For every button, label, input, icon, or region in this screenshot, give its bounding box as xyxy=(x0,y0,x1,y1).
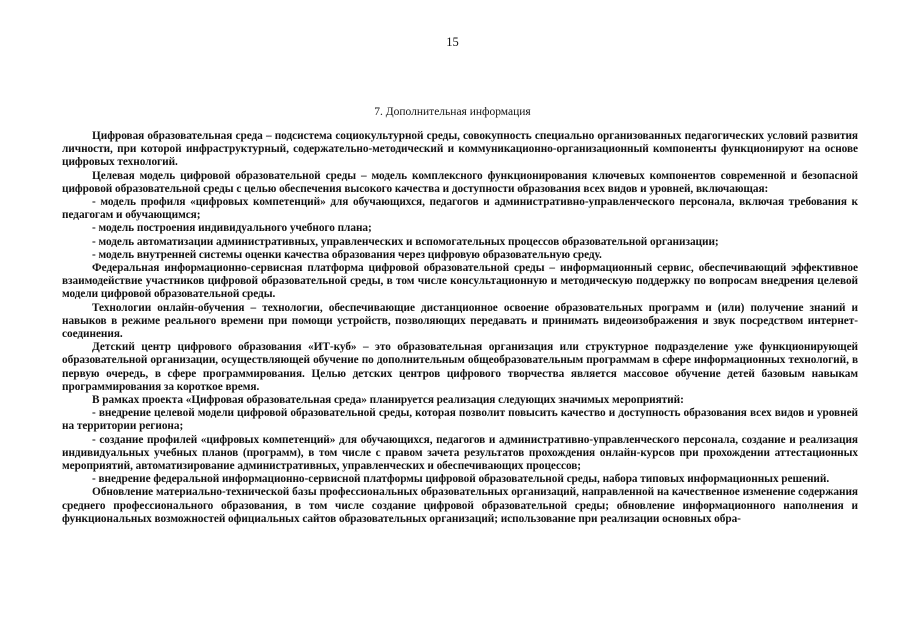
paragraph-project-activities: В рамках проекта «Цифровая образовательная среда» планируется реализация следующих значимых мероприятий: xyxy=(92,394,684,407)
paragraph-it-cube: Детский центр цифрового образования «ИТ-куб» – это образовательная организация или структурное подразделение уже функционирующей образовательной организации, осуществляющей обучение по дополнительным общеобразовательным программам в сфере информационных технологий, в первую очередь, в сфере программирования. Целью детских центров цифрового творчества является массовое обучение детей базовым навыкам программирования за короткое время. xyxy=(62,341,858,393)
paragraph-online-learning: Технологии онлайн-обучения – технологии, обеспечивающие дистанционное освоение образовательных программ и (или) получение знаний и навыков в режиме реального времени при помощи устройств, позволяющих передавать и принимать видеоизображения и звук посредством интернет-соединения. xyxy=(62,301,858,341)
list-item: - внедрение целевой модели цифровой образовательной среды, которая позволит повысить качество и доступность образования всех видов и уровней на территории региона; xyxy=(62,407,858,433)
page-number: 15 xyxy=(446,35,459,49)
list-item: - модель построения индивидуального учебного плана; xyxy=(92,222,372,235)
paragraph-material-base-update: Обновление материально-технической базы профессиональных образовательных организаций, направленной на качественное изменение содержания среднего профессионального образования, в том числе создание цифровой образовательной среды; обновление информационного наполнения и функциональных возможностей официальных сайтов образовательных организаций; использование при реализации основных обра- xyxy=(62,486,858,525)
list-item: - модель профиля «цифровых компетенций» для обучающихся, педагогов и административно-управленческого персонала, включая требования к педагогам и обучающимся; xyxy=(62,196,858,222)
list-item: - внедрение федеральной информационно-сервисной платформы цифровой образовательной среды, набора типовых информационных решений. xyxy=(92,473,830,486)
paragraph-definition-digital-environment: Цифровая образовательная среда – подсистема социокультурной среды, совокупность специально организованных педагогических условий развития личности, при которой инфраструктурный, содержательно-методический и коммуникационно-организационный компоненты функционируют на основе цифровых технологий. xyxy=(62,130,858,169)
document-body xyxy=(62,130,858,526)
paragraph-federal-platform: Федеральная информационно-сервисная платформа цифровой образовательной среды – информационный сервис, обеспечивающий эффективное взаимодействие участников цифровой образовательной среды, в том числе консультационную и методическую поддержку по вопросам внедрения целевой модели цифровой образовательной среды. xyxy=(62,262,858,301)
list-item: - модель автоматизации административных, управленческих и вспомогательных процессов образовательной организации; xyxy=(92,235,719,248)
list-item: - создание профилей «цифровых компетенций» для обучающихся, педагогов и административно-управленческого персонала, создание и реализация индивидуальных учебных планов (программ), в том числе с правом зачета результатов прохождения онлайн-курсов при прохождении аттестационных мероприятий, автоматизирование административных, управленческих и обеспечивающих процессов; xyxy=(62,433,858,473)
paragraph-target-model: Целевая модель цифровой образовательной среды – модель комплексного функционирования ключевых компонентов современной и безопасной цифровой образовательной среды с целью обеспечения высокого качества и доступности образования всех видов и уровней, включающая: xyxy=(62,169,858,195)
list-item: - модель внутренней системы оценки качества образования через цифровую образовательную среду. xyxy=(92,248,602,261)
section-title: 7. Дополнительная информация xyxy=(374,106,531,118)
